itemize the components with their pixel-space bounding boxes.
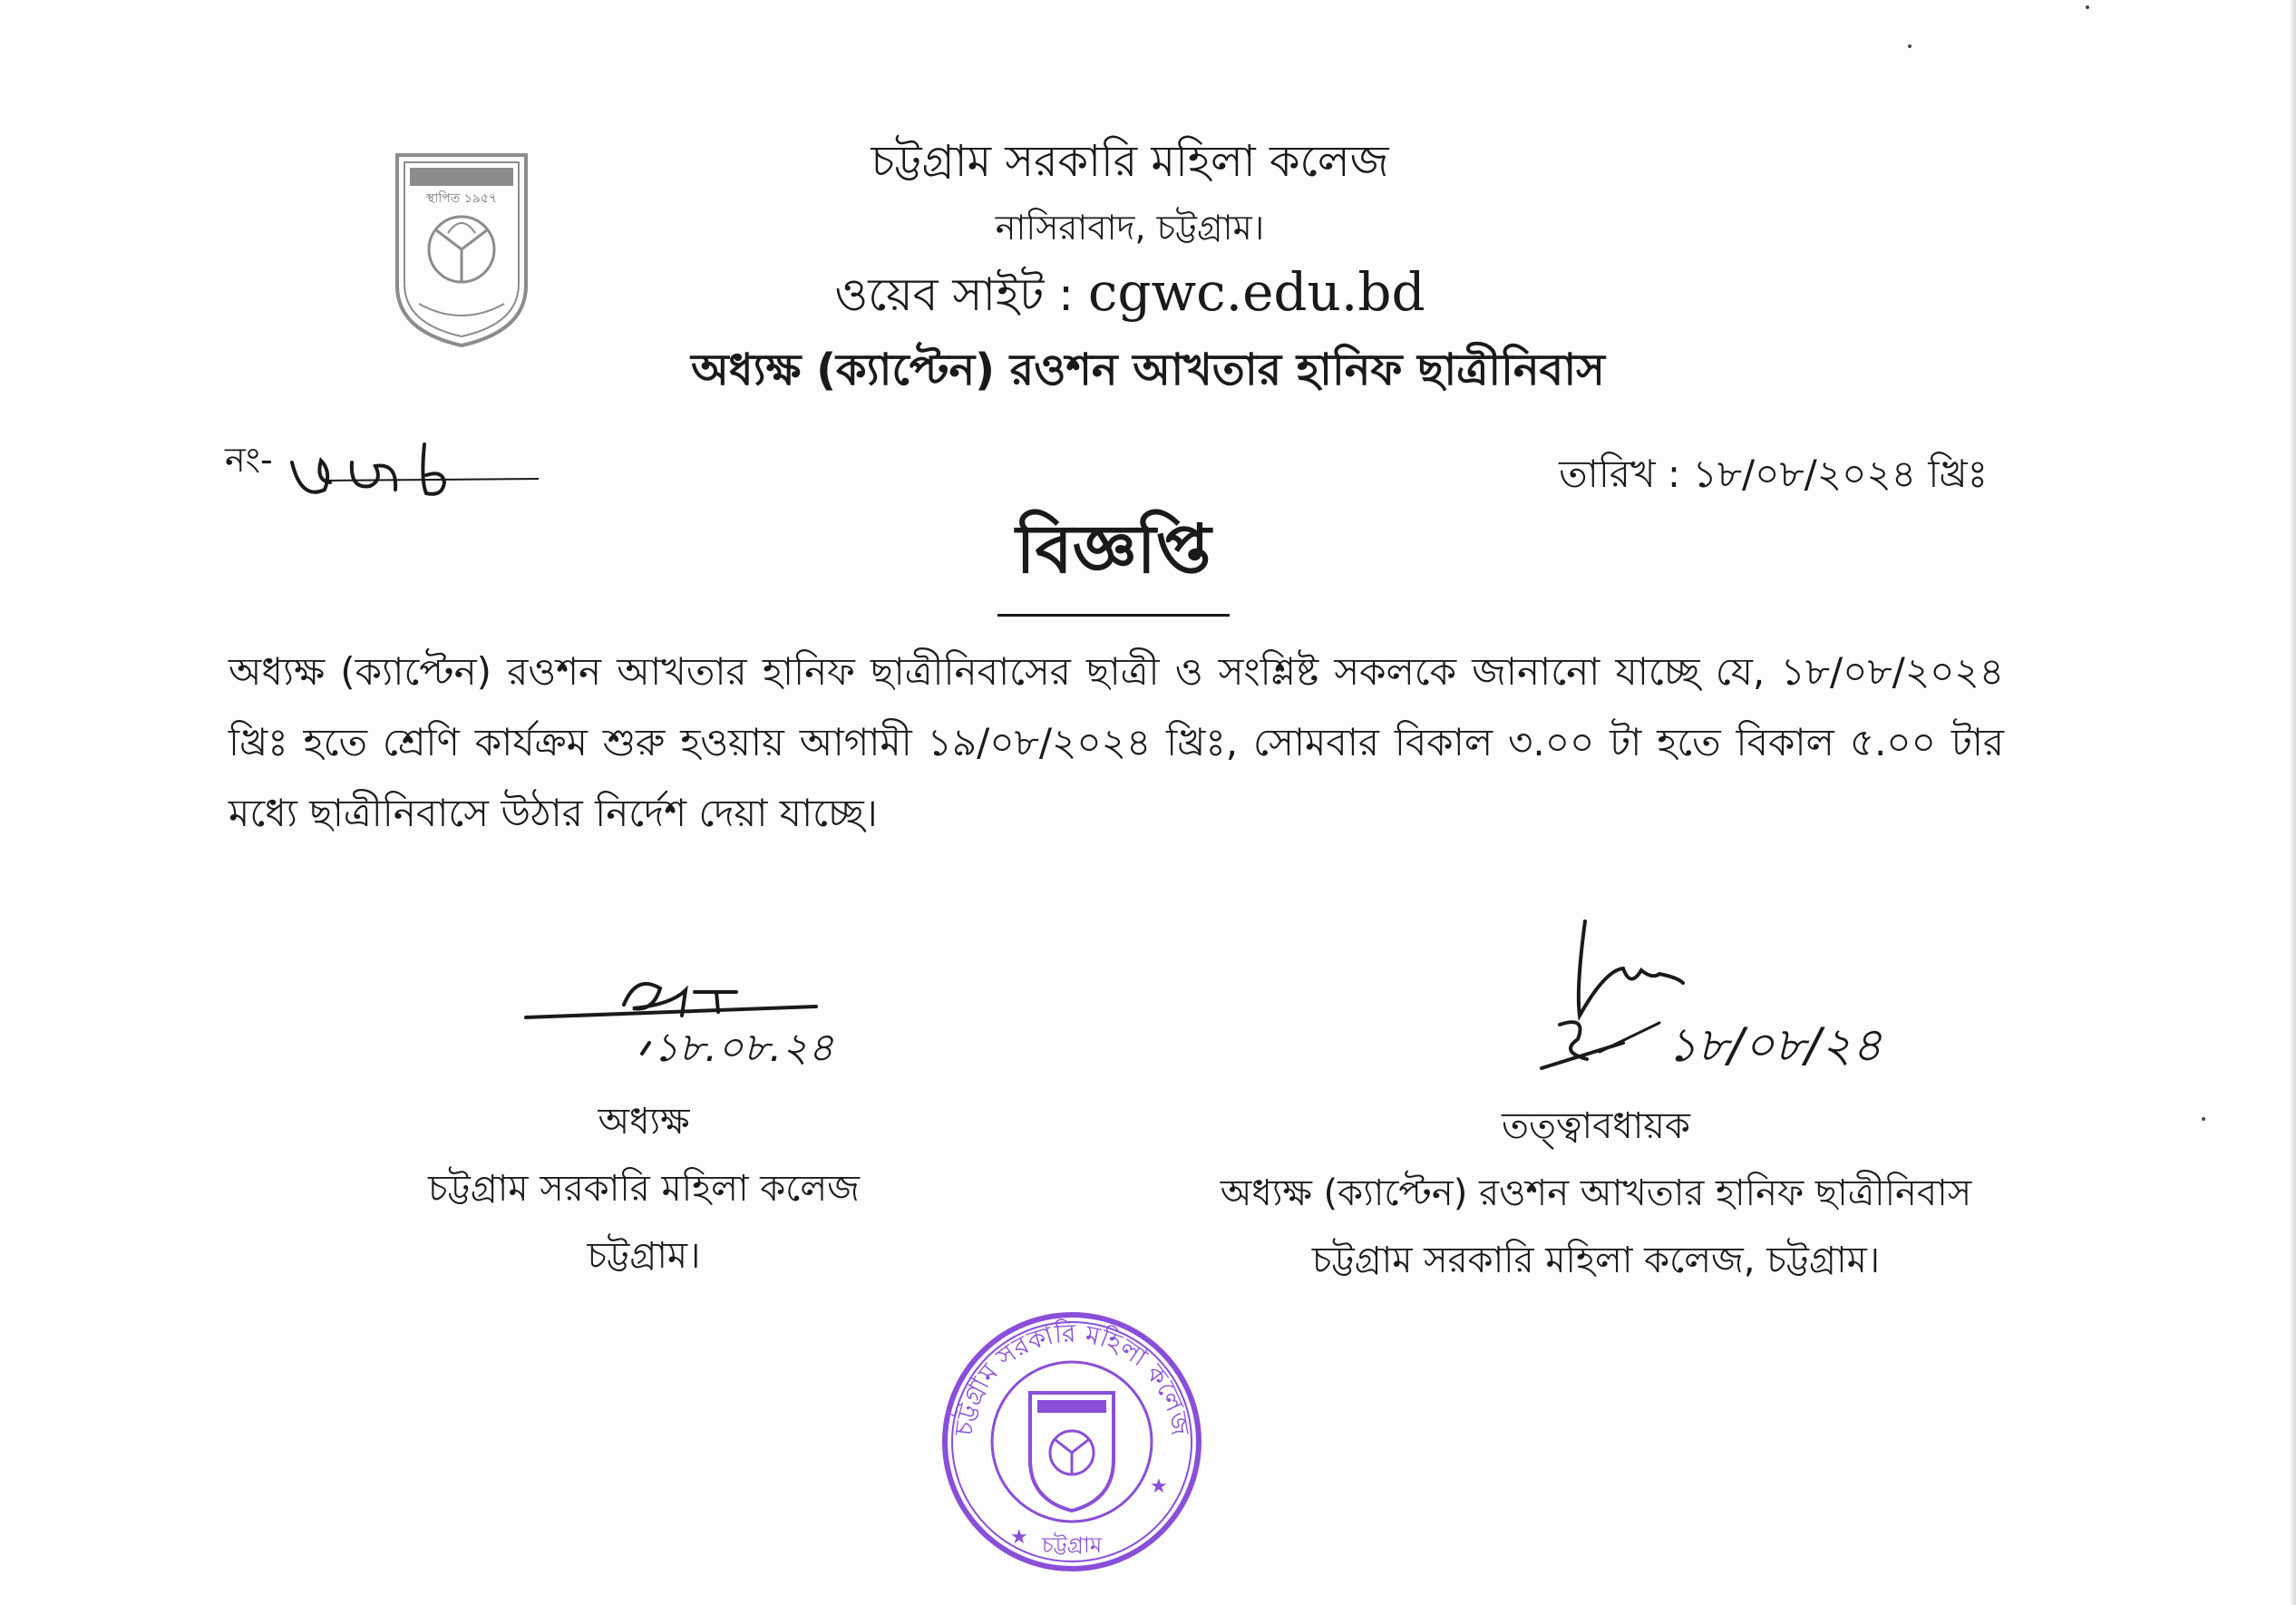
seal-bottom-text: চট্টগ্রাম bbox=[1041, 1532, 1103, 1558]
notice-date bbox=[1559, 444, 1988, 509]
superintendent-org: অধ্যক্ষ (ক্যাপ্টেন) রওশন আখতার হানিফ ছাত্রীনিবাস bbox=[1220, 1172, 1972, 1214]
scan-edge-shadow bbox=[2291, 0, 2296, 1605]
date-value: ১৮/০৮/২০২৪ খ্রিঃ bbox=[1692, 452, 1988, 496]
website-label: ওয়েব সাইট : bbox=[834, 268, 1074, 321]
superintendent-signature bbox=[1523, 916, 1941, 1088]
scan-speck bbox=[2202, 1117, 2205, 1121]
college-seal-stamp bbox=[936, 1306, 1208, 1578]
memo-number-label: নং- bbox=[225, 440, 273, 480]
crest-established-text: স্থাপিত ১৯৫৭ bbox=[425, 191, 498, 206]
scan-speck bbox=[1908, 44, 1912, 48]
superintendent-signature-block bbox=[1106, 1093, 2086, 1294]
seal-star-icon: ★ bbox=[1010, 1526, 1028, 1549]
website-url[interactable]: cgwc.edu.bd bbox=[1087, 261, 1425, 323]
memo-number-handwriting bbox=[288, 426, 542, 508]
hostel-name: অধ্যক্ষ (ক্যাপ্টেন) রওশন আখতার হানিফ ছাত্রীনিবাস bbox=[691, 345, 1605, 395]
college-name: চট্টগ্রাম সরকারি মহিলা কলেজ bbox=[871, 136, 1389, 187]
date-label: তারিখ : bbox=[1559, 452, 1681, 496]
principal-org: চট্টগ্রাম সরকারি মহিলা কলেজ bbox=[428, 1168, 860, 1210]
scan-speck bbox=[2086, 5, 2089, 9]
principal-title: অধ্যক্ষ bbox=[598, 1101, 690, 1143]
seal-star-icon: ★ bbox=[1150, 1475, 1168, 1498]
website-line bbox=[0, 261, 2278, 336]
principal-signature-date: ১৮.০৮.২৪ bbox=[653, 1025, 834, 1068]
seal-ring-text: চট্টগ্রাম সরকারি মহিলা কলেজ bbox=[949, 1318, 1196, 1438]
college-address: নাসিরাবাদ, চট্টগ্রাম। bbox=[995, 208, 1265, 248]
principal-signature-block bbox=[363, 1088, 925, 1289]
notice-title: বিজ্ঞপ্তি bbox=[997, 499, 1230, 617]
superintendent-title: তত্ত্বাবধায়ক bbox=[1502, 1105, 1690, 1147]
notice-body: অধ্যক্ষ (ক্যাপ্টেন) রওশন আখতার হানিফ ছাত্রীনিবাসের ছাত্রী ও সংশ্লিষ্ট সকলকে জানানো যাচ্ছে যে, ১৮/০৮/২০২৪ খ্রিঃ হতে শ্রেণি কার্যক্রম শুরু হওয়ায় আগামী ১৯/০৮/২০২৪ খ্রিঃ, সোমবার বিকাল ৩.০০ টা হতে বিকাল ৫.০০ টার মধ্যে ছাত্রীনিবাসে উঠার নির্দেশ দেয়া যাচ্ছে। bbox=[229, 649, 2004, 835]
superintendent-signature-date: ১৮/০৮/২৪ bbox=[1667, 1018, 1883, 1073]
principal-city: চট্টগ্রাম। bbox=[587, 1235, 701, 1277]
principal-signature bbox=[517, 968, 970, 1068]
superintendent-college: চট্টগ্রাম সরকারি মহিলা কলেজ, চট্টগ্রাম। bbox=[1311, 1240, 1881, 1281]
